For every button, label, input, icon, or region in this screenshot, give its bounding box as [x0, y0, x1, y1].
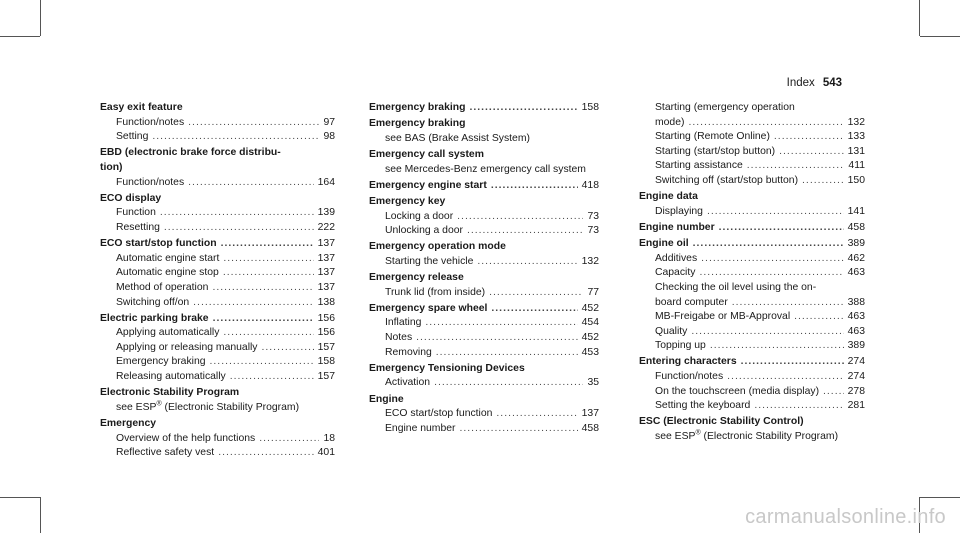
dot-leader: [425, 316, 577, 331]
entry-heading: Engine data: [639, 191, 698, 203]
sub-entry: [100, 326, 335, 341]
dot-leader: [188, 176, 313, 191]
sub-entry: [100, 281, 335, 296]
sub-entry-text: Starting assistance: [655, 160, 743, 172]
crop-mark: [40, 497, 41, 533]
entry-heading-line: [369, 302, 599, 317]
entry-heading: Emergency braking: [369, 118, 466, 130]
crop-mark: [40, 0, 41, 36]
page-ref[interactable]: 35: [587, 377, 599, 389]
registered-mark: ®: [156, 400, 162, 408]
dot-leader: [693, 237, 844, 252]
page-ref[interactable]: 150: [847, 174, 865, 186]
dot-leader: [223, 266, 314, 281]
page-ref[interactable]: 452: [581, 302, 599, 314]
sub-entry: [100, 341, 335, 356]
dot-leader: [477, 255, 577, 270]
sub-entry: [639, 430, 865, 445]
entry-heading: Emergency operation mode: [369, 241, 506, 253]
dot-leader: [221, 237, 314, 252]
entry-heading: Electric parking brake: [100, 312, 209, 324]
sub-entry: [369, 316, 599, 331]
index-entry: [369, 362, 599, 391]
sub-entry: [369, 210, 599, 225]
sub-entry-text: Setting: [116, 131, 149, 143]
dot-leader: [489, 286, 583, 301]
page-ref[interactable]: 463: [847, 311, 865, 323]
sub-entry-text: Emergency braking: [116, 356, 206, 368]
registered-mark: ®: [695, 429, 701, 437]
dot-leader: [210, 355, 314, 370]
sub-entry-text: Starting (start/stop button): [655, 145, 776, 157]
page-ref[interactable]: 137: [581, 408, 599, 420]
sub-entry-text: (Electronic Stability Program): [161, 401, 300, 413]
dot-leader: [719, 221, 844, 236]
dot-leader: [188, 116, 319, 131]
dot-leader: [152, 130, 319, 145]
crop-mark: [920, 497, 960, 498]
sub-entry: [100, 401, 335, 416]
index-entry: [100, 312, 335, 385]
crop-mark: [0, 497, 40, 498]
index-entry: [369, 302, 599, 360]
index-entry: [100, 101, 335, 145]
sub-entry-text: Displaying: [655, 205, 703, 217]
sub-entry-text: see Mercedes-Benz emergency call system: [385, 163, 586, 175]
entry-heading: Entering characters: [639, 356, 737, 368]
sub-entry-text: see BAS (Brake Assist System): [385, 132, 530, 144]
sub-entry-text: Topping up: [655, 340, 706, 352]
dot-leader: [262, 341, 314, 356]
sub-entry: [369, 255, 599, 270]
sub-entry: [100, 176, 335, 191]
sub-entry-text: Method of operation: [116, 281, 209, 293]
dot-leader: [434, 376, 583, 391]
entry-heading: Emergency engine start: [369, 179, 487, 191]
entry-heading: EBD (electronic brake force distribu-: [100, 147, 281, 159]
sub-entry: [639, 116, 865, 131]
index-entry: [369, 148, 599, 177]
index-entry: [639, 237, 865, 354]
dot-leader: [491, 179, 578, 194]
entry-heading-line: [639, 237, 865, 252]
sub-entry: [100, 355, 335, 370]
entry-heading: Engine oil: [639, 238, 689, 250]
sub-entry: [100, 206, 335, 221]
index-column-3: [639, 101, 865, 446]
sub-entry-text: see ESP: [655, 431, 696, 443]
sub-entry-text: mode): [655, 116, 685, 128]
index-entry: [639, 355, 865, 413]
entry-heading-line: [100, 237, 335, 252]
sub-entry: [100, 446, 335, 461]
page-ref[interactable]: 157: [317, 341, 335, 353]
dot-leader: [230, 370, 314, 385]
index-entry: [639, 221, 865, 236]
page-ref[interactable]: 458: [581, 422, 599, 434]
index-entry: [639, 190, 865, 219]
dot-leader: [710, 339, 844, 354]
sub-entry-text: Checking the oil level using the on-: [655, 281, 817, 293]
sub-entry: [639, 174, 865, 189]
page-ref[interactable]: 388: [847, 296, 865, 308]
page-ref[interactable]: 98: [323, 131, 335, 143]
entry-heading: Emergency call system: [369, 148, 484, 160]
entry-heading: Electronic Stability Program: [100, 387, 240, 399]
page-ref[interactable]: 133: [847, 131, 865, 143]
sub-entry-text: Setting the keyboard: [655, 400, 751, 412]
sub-entry-text: Starting (emergency operation: [655, 102, 795, 113]
page-header: [787, 77, 842, 89]
page-ref[interactable]: 139: [317, 207, 335, 219]
index-entry: [100, 237, 335, 310]
page-ref[interactable]: 278: [847, 385, 865, 397]
index-entry: [369, 240, 599, 269]
dot-leader: [223, 326, 313, 341]
sub-entry: [639, 399, 865, 414]
page-ref[interactable]: 164: [317, 176, 335, 188]
watermark: carmanualsonline.info: [745, 506, 946, 528]
page-ref[interactable]: 131: [847, 145, 865, 157]
dot-leader: [823, 385, 844, 400]
index-entry: [369, 117, 599, 146]
page-ref[interactable]: 453: [581, 346, 599, 358]
sub-entry-text: Removing: [385, 346, 432, 358]
sub-entry-text: (Electronic Stability Program): [700, 431, 839, 443]
dot-leader: [727, 370, 843, 385]
page-ref[interactable]: 274: [847, 356, 865, 368]
sub-entry: [639, 266, 865, 281]
dot-leader: [732, 296, 844, 311]
index-entry: [369, 179, 599, 194]
dot-leader: [794, 310, 844, 325]
entry-heading: Emergency: [100, 418, 157, 430]
sub-entry-text: Reflective safety vest: [116, 447, 215, 459]
index-entry: [369, 271, 599, 300]
sub-entry-text: Function/notes: [116, 176, 185, 188]
sub-entry-text: Applying automatically: [116, 327, 220, 339]
section-label: Index: [786, 77, 815, 89]
sub-entry: [369, 346, 599, 361]
dot-leader: [459, 422, 577, 437]
page-ref[interactable]: 158: [317, 356, 335, 368]
dot-leader: [688, 116, 843, 131]
page-ref[interactable]: 138: [317, 296, 335, 308]
index-entry: [369, 393, 599, 437]
page-ref[interactable]: 137: [317, 281, 335, 293]
dot-leader: [802, 174, 844, 189]
page-ref[interactable]: 137: [317, 267, 335, 279]
dot-leader: [164, 221, 314, 236]
index-entry: [100, 417, 335, 461]
entry-heading: Engine number: [639, 221, 715, 233]
sub-entry: [100, 221, 335, 236]
sub-entry: [100, 130, 335, 145]
sub-entry: [639, 370, 865, 385]
page-ref[interactable]: 401: [317, 447, 335, 459]
sub-entry-text: Unlocking a door: [385, 225, 463, 237]
sub-entry-text: Capacity: [655, 267, 696, 279]
page-ref[interactable]: 463: [847, 325, 865, 337]
sub-entry-text: Starting the vehicle: [385, 255, 474, 267]
dot-leader: [469, 101, 577, 116]
entry-heading-line: [369, 101, 599, 116]
dot-leader: [691, 325, 843, 340]
sub-entry: [639, 296, 865, 311]
dot-leader: [496, 407, 577, 422]
sub-entry-text: Automatic engine stop: [116, 267, 219, 279]
page-ref[interactable]: 389: [847, 238, 865, 250]
sub-entry: [639, 385, 865, 400]
sub-entry: [639, 145, 865, 160]
entry-heading-line: [100, 312, 335, 327]
sub-entry-text: Switching off (start/stop button): [655, 174, 799, 186]
crop-mark: [919, 0, 920, 36]
sub-entry: [369, 407, 599, 422]
sub-entry-text: Switching off/on: [116, 296, 190, 308]
entry-heading: Emergency braking: [369, 102, 466, 113]
page-ref[interactable]: 77: [587, 286, 599, 298]
page-ref[interactable]: 18: [323, 432, 335, 444]
dot-leader: [223, 252, 313, 267]
index-entry: [100, 192, 335, 236]
sub-entry-text: Engine number: [385, 422, 456, 434]
dot-leader: [491, 302, 577, 317]
page-ref[interactable]: 97: [323, 116, 335, 128]
page-ref[interactable]: 156: [317, 312, 335, 324]
page-ref[interactable]: 389: [847, 340, 865, 352]
page-ref[interactable]: 463: [847, 267, 865, 279]
dot-leader: [779, 145, 844, 160]
page-ref[interactable]: 462: [847, 252, 865, 264]
sub-entry: [639, 325, 865, 340]
index-column-1: [100, 101, 335, 462]
sub-entry-text: see ESP: [116, 401, 157, 413]
dot-leader: [707, 205, 844, 220]
sub-entry-text: MB-Freigabe or MB-Approval: [655, 311, 791, 323]
sub-entry: [100, 432, 335, 447]
page-ref[interactable]: 418: [581, 179, 599, 191]
page-ref[interactable]: 73: [587, 225, 599, 237]
entry-heading: Engine: [369, 393, 404, 405]
page-ref[interactable]: 137: [317, 252, 335, 264]
index-entry: [369, 101, 599, 116]
page-ref[interactable]: 452: [581, 332, 599, 344]
dot-leader: [457, 210, 583, 225]
sub-entry-text: Resetting: [116, 221, 160, 233]
index-column-2: [369, 101, 599, 438]
sub-entry-text: Function/notes: [655, 371, 724, 383]
page-ref[interactable]: 132: [847, 116, 865, 128]
dot-leader: [754, 399, 843, 414]
sub-entry: [100, 370, 335, 385]
dot-leader: [416, 331, 578, 346]
sub-entry-text: On the touchscreen (media display): [655, 385, 820, 397]
page-ref[interactable]: 458: [847, 221, 865, 233]
entry-heading-line: [369, 179, 599, 194]
dot-leader: [193, 296, 313, 311]
sub-entry: [100, 116, 335, 131]
entry-heading: Emergency Tensioning Devices: [369, 362, 525, 374]
entry-heading: Emergency key: [369, 195, 446, 207]
sub-entry: [369, 286, 599, 301]
page-ref[interactable]: 411: [848, 160, 865, 172]
page-ref[interactable]: 157: [317, 371, 335, 383]
page-ref[interactable]: 454: [581, 317, 599, 329]
index-entry: [639, 101, 865, 189]
sub-entry-text: Overview of the help functions: [116, 432, 256, 444]
page-ref[interactable]: 222: [317, 221, 335, 233]
entry-heading: ESC (Electronic Stability Control): [639, 416, 804, 428]
dot-leader: [213, 312, 314, 327]
sub-entry: [369, 422, 599, 437]
sub-entry-text: board computer: [655, 296, 728, 308]
dot-leader: [436, 346, 578, 361]
crop-mark: [920, 36, 960, 37]
dot-leader: [218, 446, 313, 461]
sub-entry: [639, 130, 865, 145]
sub-entry: [369, 331, 599, 346]
page-ref[interactable]: 132: [581, 255, 599, 267]
dot-leader: [774, 130, 844, 145]
page-ref[interactable]: 274: [847, 371, 865, 383]
sub-entry: [369, 376, 599, 391]
sub-entry: [100, 266, 335, 281]
sub-entry-text: Function: [116, 207, 156, 219]
sub-entry-text: Starting (Remote Online): [655, 131, 770, 143]
dot-leader: [699, 266, 843, 281]
entry-heading-line: [639, 221, 865, 236]
sub-entry: [639, 339, 865, 354]
index-entry: [100, 146, 335, 190]
sub-entry-text: Automatic engine start: [116, 252, 220, 264]
dot-leader: [160, 206, 314, 221]
sub-entry-text: Notes: [385, 332, 413, 344]
page-ref[interactable]: 156: [317, 327, 335, 339]
index-entry: [639, 415, 865, 444]
sub-entry-text: Inflating: [385, 317, 422, 329]
crop-mark: [0, 36, 40, 37]
sub-entry: [100, 252, 335, 267]
sub-entry: [639, 159, 865, 174]
entry-heading: tion): [100, 161, 123, 173]
page-number: 543: [822, 77, 842, 89]
index-entry: [369, 195, 599, 239]
entry-heading: ECO display: [100, 192, 162, 204]
sub-entry: [639, 205, 865, 220]
sub-entry-text: Quality: [655, 325, 688, 337]
sub-entry-text: Applying or releasing manually: [116, 341, 258, 353]
sub-entry-text: Additives: [655, 252, 698, 264]
entry-heading: Emergency release: [369, 272, 464, 284]
dot-leader: [747, 159, 845, 174]
entry-heading: ECO start/stop function: [100, 238, 217, 250]
entry-heading-line: [639, 355, 865, 370]
sub-entry: [639, 310, 865, 325]
sub-entry-text: Function/notes: [116, 116, 185, 128]
sub-entry-text: Releasing automatically: [116, 371, 226, 383]
page-ref[interactable]: 158: [581, 102, 599, 113]
page-ref[interactable]: 137: [317, 238, 335, 250]
page-ref[interactable]: 281: [847, 400, 865, 412]
dot-leader: [259, 432, 319, 447]
sub-entry-text: Locking a door: [385, 210, 454, 222]
dot-leader: [701, 252, 843, 267]
sub-entry: [369, 224, 599, 239]
entry-heading: Emergency spare wheel: [369, 302, 488, 314]
index-entry: [100, 386, 335, 415]
dot-leader: [467, 224, 583, 239]
sub-entry-text: ECO start/stop function: [385, 408, 493, 420]
sub-entry-text: Activation: [385, 377, 431, 389]
sub-entry: [639, 252, 865, 267]
page-ref[interactable]: 73: [587, 210, 599, 222]
dot-leader: [212, 281, 313, 296]
sub-entry: [100, 296, 335, 311]
page-ref[interactable]: 141: [847, 205, 865, 217]
sub-entry-text: Trunk lid (from inside): [385, 286, 486, 298]
entry-heading: Easy exit feature: [100, 102, 183, 113]
dot-leader: [741, 355, 844, 370]
